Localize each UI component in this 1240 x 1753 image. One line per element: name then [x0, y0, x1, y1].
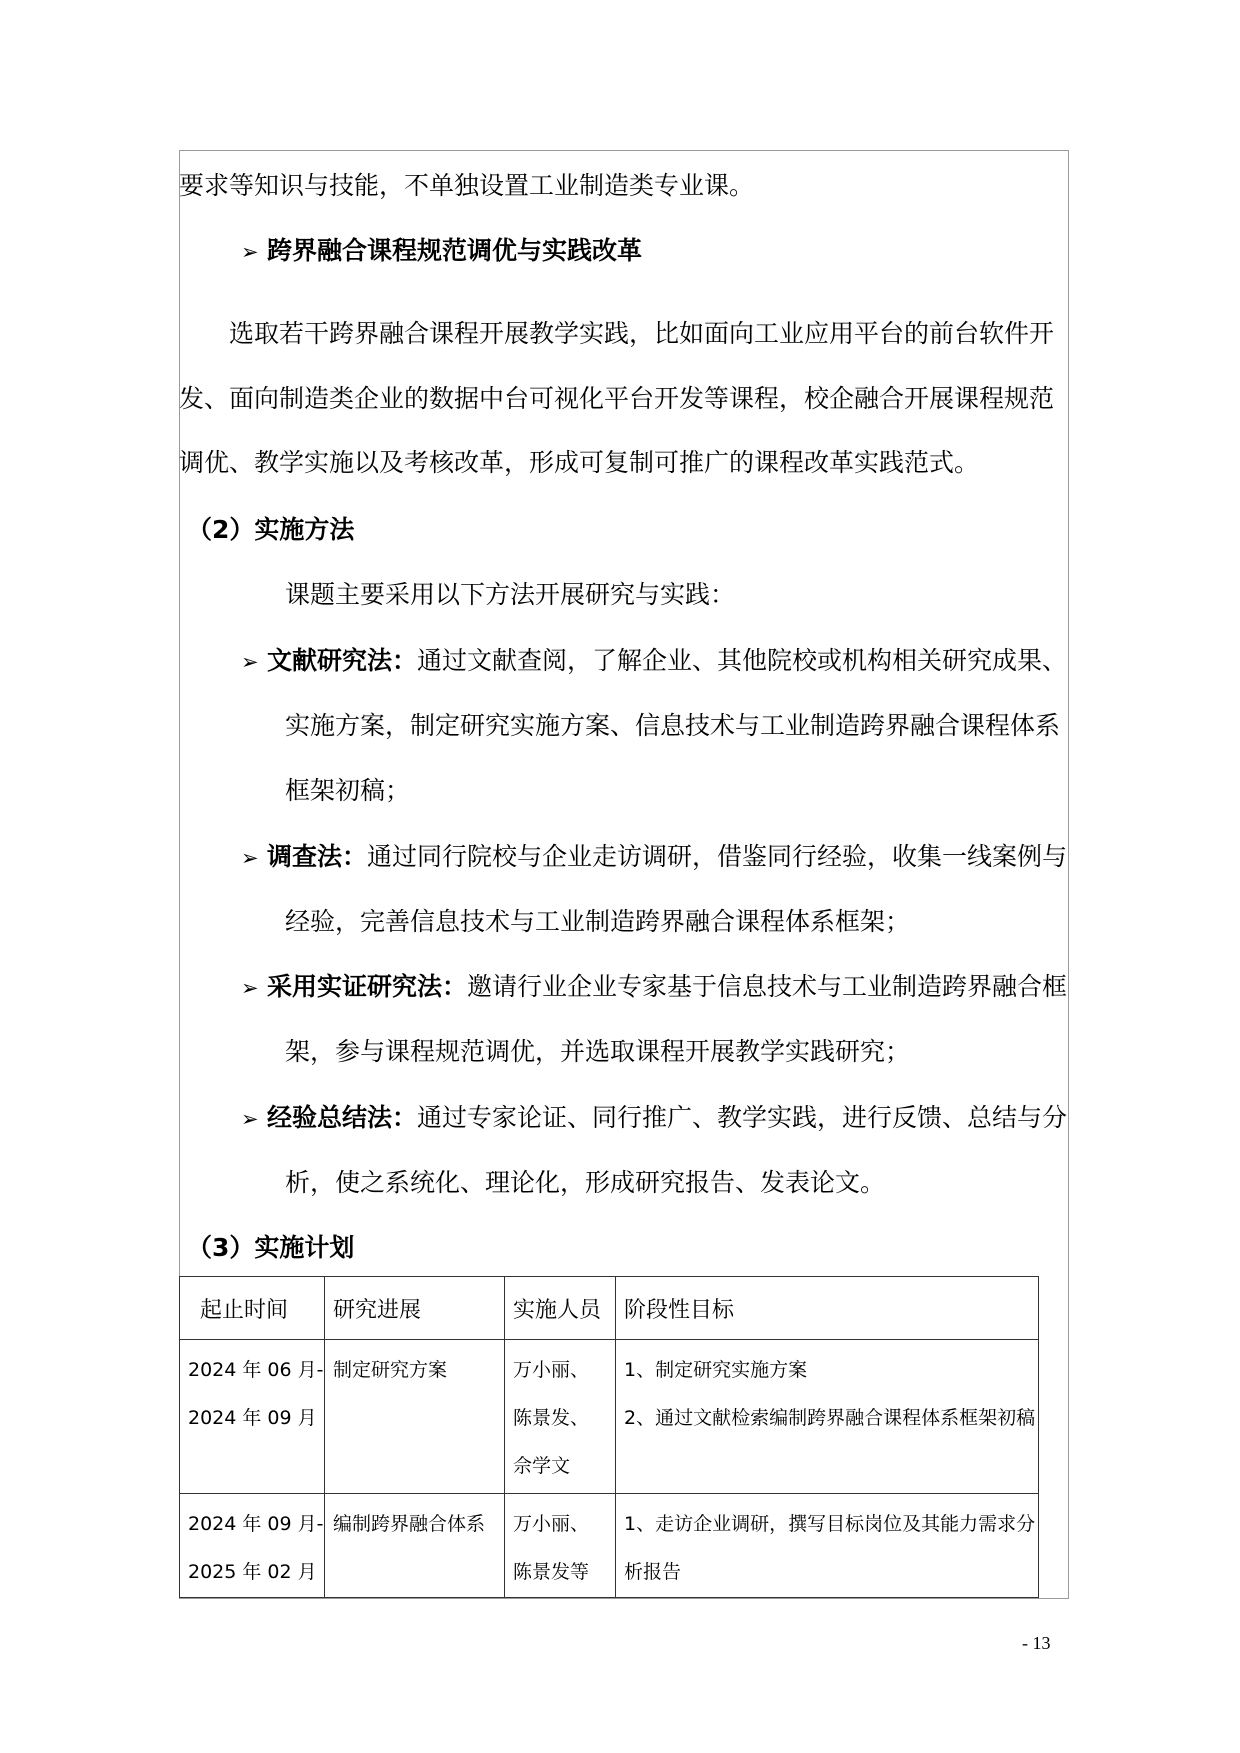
cell-goal	[616, 1340, 1039, 1494]
method-text: 框架初稿；	[285, 776, 411, 805]
cell-text: 2024 年 09 月-	[188, 1513, 324, 1535]
cell-text: 2024 年 09 月	[188, 1407, 317, 1429]
arrow-bullet-icon: ➢	[241, 240, 259, 264]
cell-text: 1、走访企业调研，撰写目标岗位及其能力需求分	[624, 1513, 1036, 1535]
paragraph-line: 要求等知识与技能，不单独设置工业制造类专业课。	[179, 171, 755, 200]
cell-people	[505, 1494, 616, 1598]
arrow-bullet-icon: ➢	[241, 976, 259, 1000]
cell-goal	[616, 1494, 1039, 1598]
cell-text: 析报告	[624, 1561, 682, 1583]
header-time: 起止时间	[180, 1277, 325, 1340]
table-header-row	[180, 1277, 1039, 1340]
page-number: - 13	[1022, 1633, 1051, 1653]
cell-time	[180, 1494, 325, 1598]
section-title: （3）实施计划	[187, 1233, 355, 1262]
table-row	[180, 1340, 1039, 1494]
arrow-bullet-icon: ➢	[241, 1107, 259, 1131]
header-people: 实施人员	[505, 1277, 616, 1340]
table-row	[180, 1494, 1039, 1598]
method-item	[241, 646, 1067, 677]
section-intro: 课题主要采用以下方法开展研究与实践：	[285, 580, 736, 609]
arrow-bullet-icon: ➢	[241, 650, 259, 674]
method-text: 通过文献查阅，了解企业、其他院校或机构相关研究成果、	[417, 646, 1068, 675]
plan-table	[179, 1276, 1039, 1598]
cell-text: 2024 年 06 月-	[188, 1359, 324, 1381]
method-item	[241, 842, 1067, 873]
header-progress: 研究进展	[325, 1277, 505, 1340]
paragraph-line: 发、面向制造类企业的数据中台可视化平台开发等课程，校企融合开展课程规范	[179, 384, 1055, 413]
method-name: 调查法：	[267, 842, 368, 871]
cell-text: 万小丽、	[513, 1359, 590, 1381]
cell-text: 陈景发、	[513, 1407, 590, 1429]
method-text: 通过同行院校与企业走访调研，借鉴同行经验，收集一线案例与	[367, 842, 1068, 871]
bullet-heading-text: 跨界融合课程规范调优与实践改革	[267, 236, 643, 265]
paragraph-line: 选取若干跨界融合课程开展教学实践，比如面向工业应用平台的前台软件开	[229, 319, 1055, 348]
cell-text: 2025 年 02 月	[188, 1561, 317, 1583]
cell-text: 1、制定研究实施方案	[624, 1359, 808, 1381]
cell-text: 制定研究方案	[333, 1359, 448, 1381]
cell-text: 编制跨界融合体系	[333, 1513, 486, 1535]
method-item	[241, 1103, 1067, 1134]
method-name: 文献研究法：	[267, 646, 418, 675]
cell-text: 万小丽、	[513, 1513, 590, 1535]
method-text: 架，参与课程规范调优，并选取课程开展教学实践研究；	[285, 1037, 911, 1066]
paragraph-line: 调优、教学实施以及考核改革，形成可复制可推广的课程改革实践范式。	[179, 448, 980, 477]
cell-time	[180, 1340, 325, 1494]
method-text: 析，使之系统化、理论化，形成研究报告、发表论文。	[285, 1168, 886, 1197]
cell-text: 陈景发等	[513, 1561, 590, 1583]
cell-people	[505, 1340, 616, 1494]
arrow-bullet-icon: ➢	[241, 846, 259, 870]
method-text: 通过专家论证、同行推广、教学实践，进行反馈、总结与分	[417, 1103, 1068, 1132]
cell-text: 佘学文	[513, 1455, 571, 1477]
cell-text: 2、通过文献检索编制跨界融合课程体系框架初稿	[624, 1407, 1036, 1429]
method-name: 经验总结法：	[267, 1103, 418, 1132]
cell-progress	[325, 1340, 505, 1494]
method-text: 邀请行业企业专家基于信息技术与工业制造跨界融合框	[467, 972, 1068, 1001]
method-text: 实施方案，制定研究实施方案、信息技术与工业制造跨界融合课程体系	[285, 711, 1061, 740]
section-title: （2）实施方法	[187, 515, 355, 544]
method-text: 经验，完善信息技术与工业制造跨界融合课程体系框架；	[285, 907, 911, 936]
cell-progress	[325, 1494, 505, 1598]
method-name: 采用实证研究法：	[267, 972, 468, 1001]
method-item	[241, 972, 1067, 1003]
bullet-heading	[241, 236, 642, 267]
header-goal: 阶段性目标	[616, 1277, 1039, 1340]
